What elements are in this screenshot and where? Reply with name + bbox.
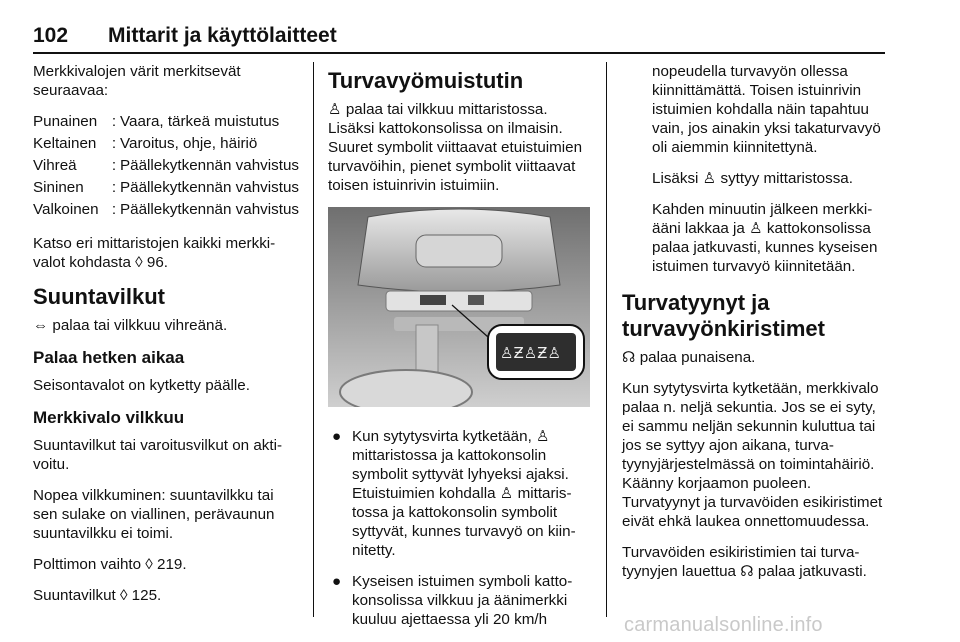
column-3 [622, 62, 888, 593]
subheading-vilkkuu: Merkkivalo vilkkuu [33, 408, 185, 427]
vilkkuu-text: Nopea vilkkuminen: suuntavilkku tai sen sulake on viallinen, perävaunun suuntavilkku ei toimi. [33, 487, 275, 542]
color-meaning: Vaara, tärkeä muistutus [120, 113, 280, 130]
color-meaning: Varoitus, ohje, häiriö [120, 135, 258, 152]
see-all-text: Katso eri mittaristojen kaikki merkkivalot kohdasta ◊ 96. [33, 235, 276, 271]
color-name: Punainen [33, 113, 98, 130]
suuntavilkut-text: ⇔ palaa tai vilkkuu vihreänä. [33, 317, 228, 334]
table-row [33, 134, 301, 153]
svg-text:♙Ƶ♙Ƶ♙: ♙Ƶ♙Ƶ♙ [500, 344, 561, 362]
separator: : [111, 157, 117, 174]
color-name: Vihreä [33, 157, 77, 174]
section-heading-turvavyomuistutin: Turvavyömuistutin [328, 68, 524, 93]
table-row [33, 112, 301, 131]
color-table [33, 112, 301, 219]
roof-console-photo [328, 207, 590, 407]
list-item: ● Kun sytytysvirta kytketään, ♙ mittaristossa ja kattokonsolin symbolit syttyvät lyhyeksi ajaksi. Etuistuimien kohdalla ♙ mittaristossa ja kattokonsolin symbolit syttyvät, kunnes turvavyö on kiinnitetty. [332, 428, 576, 559]
palaa-text: Seisontavalot on kytketty päälle. [33, 377, 250, 394]
bullet-text: Kyseisen istuimen symboli kattokonsolissa vilkkuu ja äänimerkki kuuluu ajettaessa yli 20 km/h [352, 573, 573, 628]
list-item: ● Kyseisen istuimen symboli kattokonsolissa vilkkuu ja äänimerkki kuuluu ajettaessa yli 20 km/h [332, 573, 573, 628]
column-2 [328, 62, 590, 641]
page-title: Mittarit ja käyttölaitteet [108, 24, 337, 47]
watermark: carmanualsonline.info [624, 614, 823, 636]
seatbelt-continued: Lisäksi ♙ syttyy mittaristossa. [652, 170, 853, 187]
seatbelt-text: ♙ palaa tai vilkkuu mittaristossa. Lisäksi kattokonsolissa on ilmaisin. Suuret symbolit viittaavat etuistuimien turvavöihin, pienet symbolit viittaavat toisen istuinrivin istuimiin. [328, 101, 583, 194]
separator: : [111, 179, 117, 196]
bullet-text: Kun sytytysvirta kytketään, ♙ mittaristossa ja kattokonsolin symbolit syttyvät lyhyeksi ajaksi. Etuistuimien kohdalla ♙ mittaristossa ja kattokonsolin symbolit syttyvät, kunnes turvavyö on kiinnitetty. [352, 428, 576, 559]
color-name: Sininen [33, 179, 84, 196]
separator: : [111, 135, 117, 152]
page-header [33, 22, 885, 54]
seatbelt-bullets [328, 427, 590, 629]
color-meaning: Päällekytkennän vahvistus [120, 179, 299, 196]
intro-text: Merkkivalojen värit merkitsevät seuraavaa: [33, 63, 241, 99]
airbag-text: Kun sytytysvirta kytketään, merkkivalo palaa n. neljä sekuntia. Jos se ei syty, ei sammu neljän sekunnin kuluttua tai jos se syttyy ajon aikana, turvatyynyjärjestelmässä on toimintahäiriö. Käänny korjaamon puoleen. Turvatyynyt ja turvavöiden esikiristimet eivät ehkä laukea onnettomuudessa. [622, 380, 883, 530]
header-rule [33, 52, 885, 54]
column-divider [313, 62, 314, 617]
vilkkuu-text: Polttimon vaihto ◊ 219. [33, 556, 187, 573]
section-heading-turvatyynyt: Turvatyynyt ja turvavyönkiristimet [622, 290, 825, 341]
airbag-text: ☊ palaa punaisena. [622, 349, 756, 366]
subheading-palaa: Palaa hetken aikaa [33, 348, 185, 367]
column-1 [33, 62, 301, 617]
color-name: Valkoinen [33, 201, 99, 218]
seatbelt-continued: Kahden minuutin jälkeen merkkiääni lakkaa ja ♙ kattokonsolissa palaa jatkuvasti, kunnes kyseisen istuimen turvavyö kiinnitetään. [652, 201, 878, 275]
page-number: 102 [33, 24, 69, 47]
table-row [33, 178, 301, 197]
airbag-text: Turvavöiden esikiristimien tai turvatyynyjen lauettua ☊ palaa jatkuvasti. [622, 544, 867, 580]
table-row [33, 156, 301, 175]
column-divider [606, 62, 607, 617]
vilkkuu-text: Suuntavilkut ◊ 125. [33, 587, 162, 604]
separator: : [111, 201, 117, 218]
color-meaning: Päällekytkennän vahvistus [120, 157, 299, 174]
table-row [33, 200, 301, 219]
color-meaning: Päällekytkennän vahvistus [120, 201, 299, 218]
color-name: Keltainen [33, 135, 97, 152]
separator: : [111, 113, 117, 130]
vilkkuu-text: Suuntavilkut tai varoitusvilkut on aktivoitu. [33, 437, 283, 473]
section-heading-suuntavilkut: Suuntavilkut [33, 284, 166, 309]
seatbelt-continued: nopeudella turvavyön ollessa kiinnittämättä. Toisen istuinrivin istuimien kohdalla näin tapahtuu vain, jos ainakin yksi takaturvavyö oli aiemmin kiinnitettynä. [652, 63, 881, 156]
